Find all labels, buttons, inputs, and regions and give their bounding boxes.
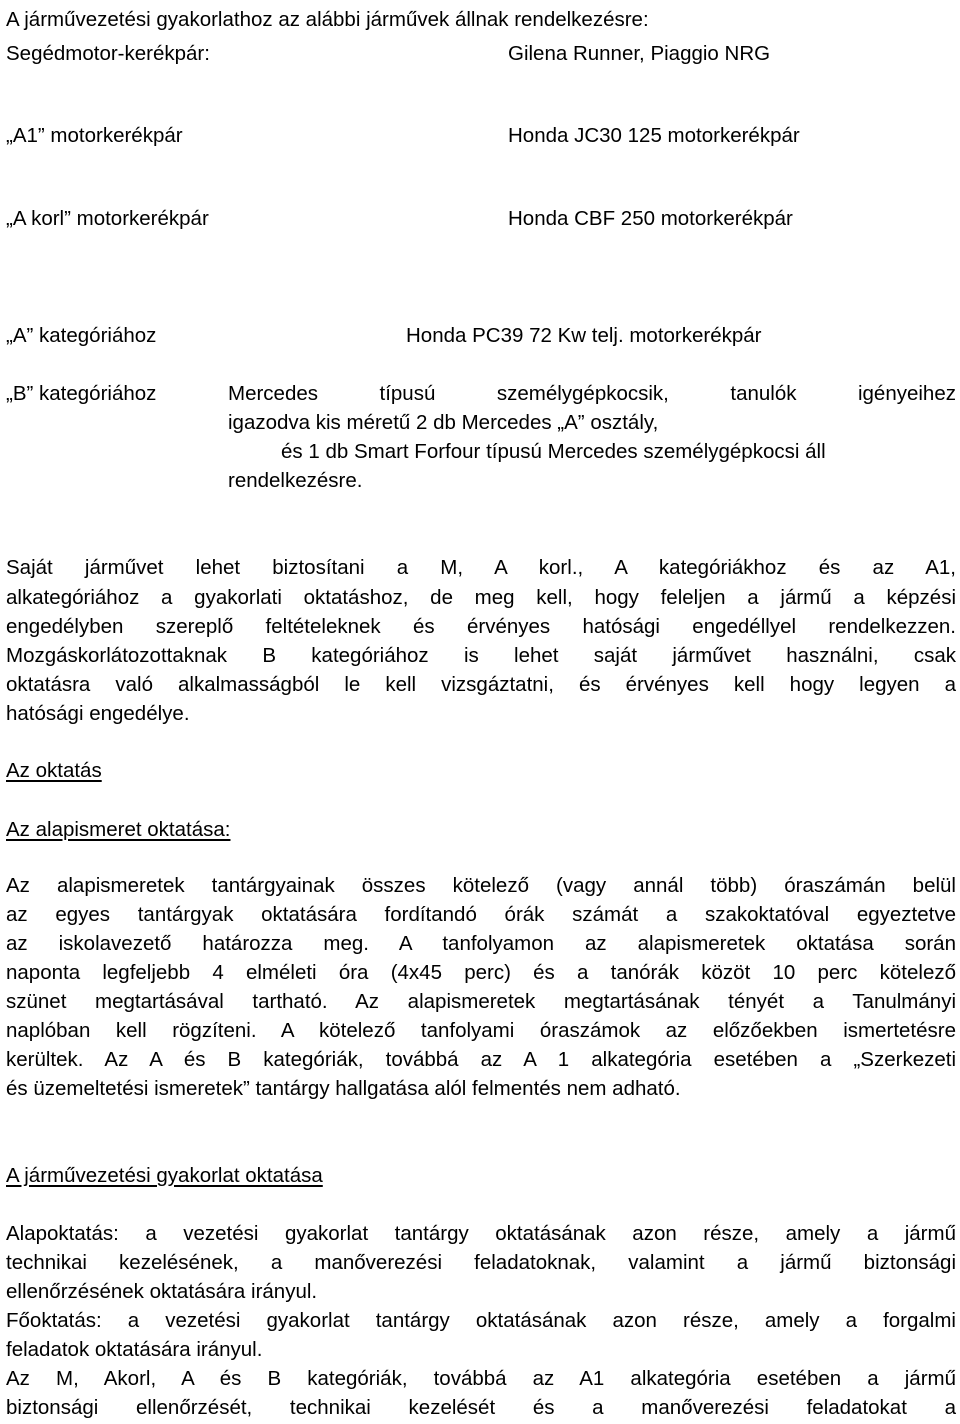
practice-main-last-line: feladatok oktatására irányul.: [6, 1338, 263, 1361]
own-vehicle-line: engedélyben szereplő feltételeknek és érvényes hatósági engedéllyel rendelkezzen.: [6, 615, 956, 638]
b-category-line3: és 1 db Smart Forfour típusú Mercedes személygépkocsi áll: [281, 440, 826, 463]
basic-text-line: szünet megtartásával tartható. Az alapismeretek megtartásának tényét a Tanulmányi: [6, 990, 956, 1013]
basic-text-line: naplóban kell rögzíteni. A kötelező tanfolyami óraszámok az előzőekben ismertetésre: [6, 1019, 956, 1042]
basic-text-line: kerültek. Az A és B kategóriák, továbbá az A 1 alkategória esetében a „Szerkezeti: [6, 1048, 956, 1071]
vehicle-model-akorl: Honda CBF 250 motorkerékpár: [508, 207, 793, 230]
b-line1-word: típusú: [379, 382, 436, 405]
b-line1-word: igényeihez: [857, 382, 956, 405]
practice-main-line: Főoktatás: a vezetési gyakorlat tantárgy oktatásának azon része, amely a forgalmi: [6, 1309, 956, 1332]
basic-text-line: az egyes tantárgyak oktatására fordítandó órák számát a szakoktatóval egyeztetve: [6, 903, 956, 926]
vehicle-category-moped: Segédmotor-kerékpár:: [6, 42, 210, 65]
basic-text-last-line: és üzemeltetési ismeretek” tantárgy hallgatása alól felmentés nem adható.: [6, 1077, 681, 1100]
vehicle-category-a1: „A1” motorkerékpár: [6, 124, 183, 147]
basic-text-line: az iskolavezető határozza meg. A tanfolyamon az alapismeretek oktatása során: [6, 932, 956, 955]
own-vehicle-line: alkategóriához a gyakorlati oktatáshoz, de meg kell, hogy feleljen a jármű a képzési: [6, 586, 956, 609]
b-line1-word: Mercedes: [228, 382, 319, 405]
b-category-line1: [228, 380, 956, 408]
vehicle-category-a: „A” kategóriához: [6, 324, 157, 347]
vehicle-model-a: Honda PC39 72 Kw telj. motorkerékpár: [406, 324, 762, 347]
intro-text: A járművezetési gyakorlathoz az alábbi járművek állnak rendelkezésre:: [6, 8, 649, 31]
practice-final-line: biztonsági ellenőrzését, technikai kezelését és a manőverezési feladatokat a: [6, 1396, 956, 1419]
vehicle-category-akorl: „A korl” motorkerékpár: [6, 207, 209, 230]
b-category-label: „B” kategóriához: [6, 382, 157, 405]
vehicle-model-a1: Honda JC30 125 motorkerékpár: [508, 124, 800, 147]
own-vehicle-line: Mozgáskorlátozottaknak B kategóriához is lehet saját járművet használni, csak: [6, 644, 956, 667]
practice-basic-line: Alapoktatás: a vezetési gyakorlat tantárgy oktatásának azon része, amely a jármű: [6, 1222, 956, 1245]
b-line1-word: tanulók: [730, 382, 797, 405]
heading-basic-knowledge: Az alapismeret oktatása:: [6, 818, 231, 841]
b-line1-word: személygépkocsik,: [496, 382, 669, 405]
practice-basic-last-line: ellenőrzésének oktatására irányul.: [6, 1280, 318, 1303]
basic-text-line: naponta legfeljebb 4 elméleti óra (4x45 perc) és a tanórák közöt 10 perc kötelező: [6, 961, 956, 984]
own-vehicle-last-line: hatósági engedélye.: [6, 702, 190, 725]
basic-text-line: Az alapismeretek tantárgyainak összes kötelező (vagy annál több) óraszámán belül: [6, 874, 956, 897]
practice-basic-line: technikai kezelésének, a manőverezési feladatoknak, valamint a jármű biztonsági: [6, 1251, 956, 1274]
practice-final-line: Az M, Akorl, A és B kategóriák, továbbá az A1 alkategória esetében a jármű: [6, 1367, 956, 1390]
heading-driving-practice: A járművezetési gyakorlat oktatása: [6, 1164, 323, 1187]
own-vehicle-line: Saját járművet lehet biztosítani a M, A korl., A kategóriákhoz és az A1,: [6, 556, 956, 579]
b-category-line2: igazodva kis méretű 2 db Mercedes „A” osztály,: [228, 411, 659, 434]
heading-education: Az oktatás: [6, 759, 102, 782]
vehicle-model-moped: Gilena Runner, Piaggio NRG: [508, 42, 771, 65]
own-vehicle-line: oktatásra való alkalmasságból le kell vizsgáztatni, és érvényes kell hogy legyen a: [6, 673, 956, 696]
b-category-line4: rendelkezésre.: [228, 469, 363, 492]
